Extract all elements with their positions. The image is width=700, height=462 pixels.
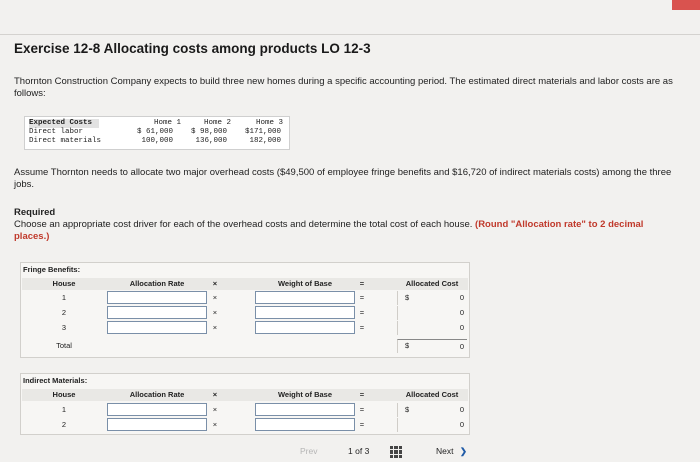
- allocated-cost: 0: [397, 418, 467, 432]
- house-number: 2: [61, 308, 67, 317]
- allocated-cost: 0: [397, 291, 467, 305]
- times-sign: ×: [212, 420, 218, 429]
- cost-cell: $ 98,000: [190, 128, 227, 136]
- fringe-header-house: House: [52, 279, 76, 288]
- rounding-note: (Round "Allocation rate" to 2 decimal places.): [14, 219, 644, 242]
- cost-header-label: Expected Costs: [29, 119, 99, 128]
- fringe-header-rate: Allocation Rate: [129, 279, 185, 288]
- cost-row-label: Direct materials: [29, 137, 102, 145]
- times-sign: ×: [212, 405, 218, 414]
- allocation-rate-input[interactable]: [107, 291, 207, 304]
- fringe-header-base: Weight of Base: [277, 279, 333, 288]
- fringe-header-equals: =: [359, 279, 365, 288]
- chevron-right-icon: ❯: [459, 446, 467, 456]
- divider: [0, 34, 700, 35]
- indirect-header-cost: Allocated Cost: [405, 390, 459, 399]
- assumption-text: Assume Thornton needs to allocate two major overhead costs ($49,500 of employee fringe benefits and $16,720 of indirect materials costs) among the three jobs.: [14, 167, 672, 190]
- house-number: 3: [61, 323, 67, 332]
- grid-icon[interactable]: [390, 446, 402, 458]
- cost-row-label: Direct labor: [29, 128, 84, 136]
- allocation-rate-input[interactable]: [107, 321, 207, 334]
- page-current: 1: [348, 446, 353, 456]
- next-button[interactable]: [436, 444, 467, 458]
- house-number: 1: [61, 293, 67, 302]
- cost-cell: 136,000: [195, 137, 227, 145]
- weight-of-base-input[interactable]: [255, 403, 355, 416]
- top-bar: [0, 0, 700, 18]
- fringe-header-times: ×: [212, 279, 218, 288]
- equals-sign: =: [359, 405, 365, 414]
- cost-header-home1: Home 1: [153, 119, 181, 127]
- allocated-cost: 0: [397, 403, 467, 417]
- cost-header-home2: Home 2: [203, 119, 231, 127]
- cost-header-home3: Home 3: [255, 119, 283, 127]
- dollar-sign: $: [405, 405, 410, 414]
- required-text: [14, 219, 674, 243]
- cost-cell: 100,000: [141, 137, 173, 145]
- fringe-title: Fringe Benefits:: [23, 265, 81, 274]
- indirect-header-rate: Allocation Rate: [129, 390, 185, 399]
- fringe-header-cost: Allocated Cost: [405, 279, 459, 288]
- fringe-panel: [20, 262, 470, 358]
- allocation-rate-input[interactable]: [107, 418, 207, 431]
- equals-sign: =: [359, 308, 365, 317]
- cost-cell: $171,000: [244, 128, 281, 136]
- required-heading: Required: [14, 207, 56, 218]
- times-sign: ×: [212, 293, 218, 302]
- top-accent: [672, 0, 700, 10]
- equals-sign: =: [359, 420, 365, 429]
- exercise-title: Exercise 12-8 Allocating costs among products LO 12-3: [14, 41, 371, 56]
- indirect-header-house: House: [52, 390, 76, 399]
- weight-of-base-input[interactable]: [255, 291, 355, 304]
- total-label: Total: [56, 341, 72, 350]
- house-number: 2: [61, 420, 67, 429]
- indirect-header-times: ×: [212, 390, 218, 399]
- times-sign: ×: [212, 308, 218, 317]
- allocation-rate-input[interactable]: [107, 403, 207, 416]
- dollar-sign: $: [405, 341, 410, 350]
- weight-of-base-input[interactable]: [255, 306, 355, 319]
- equals-sign: =: [359, 293, 365, 302]
- prev-button[interactable]: Prev: [300, 446, 318, 456]
- indirect-panel: [20, 373, 470, 435]
- allocated-cost: 0: [397, 306, 467, 320]
- cost-cell: 182,000: [249, 137, 281, 145]
- house-number: 1: [61, 405, 67, 414]
- next-label: Next: [436, 446, 454, 456]
- cost-cell: $ 61,000: [136, 128, 173, 136]
- indirect-header-base: Weight of Base: [277, 390, 333, 399]
- intro-text: Thornton Construction Company expects to build three new homes during a specific accounting period. The estimated direct materials and labor costs are as follows:: [14, 76, 673, 99]
- times-sign: ×: [212, 323, 218, 332]
- page-total: 3: [364, 446, 370, 456]
- required-instruction: Choose an appropriate cost driver for each of the overhead costs and determine the total cost of each house.: [14, 219, 473, 230]
- dollar-sign: $: [405, 293, 410, 302]
- allocation-rate-input[interactable]: [107, 306, 207, 319]
- total-allocated-cost: 0: [397, 339, 467, 353]
- cost-table: [24, 116, 290, 150]
- equals-sign: =: [359, 323, 365, 332]
- indirect-title: Indirect Materials:: [23, 376, 88, 385]
- page-indicator: [348, 444, 369, 458]
- allocated-cost: 0: [397, 321, 467, 335]
- page-of: of: [355, 446, 363, 456]
- weight-of-base-input[interactable]: [255, 321, 355, 334]
- weight-of-base-input[interactable]: [255, 418, 355, 431]
- indirect-header-equals: =: [359, 390, 365, 399]
